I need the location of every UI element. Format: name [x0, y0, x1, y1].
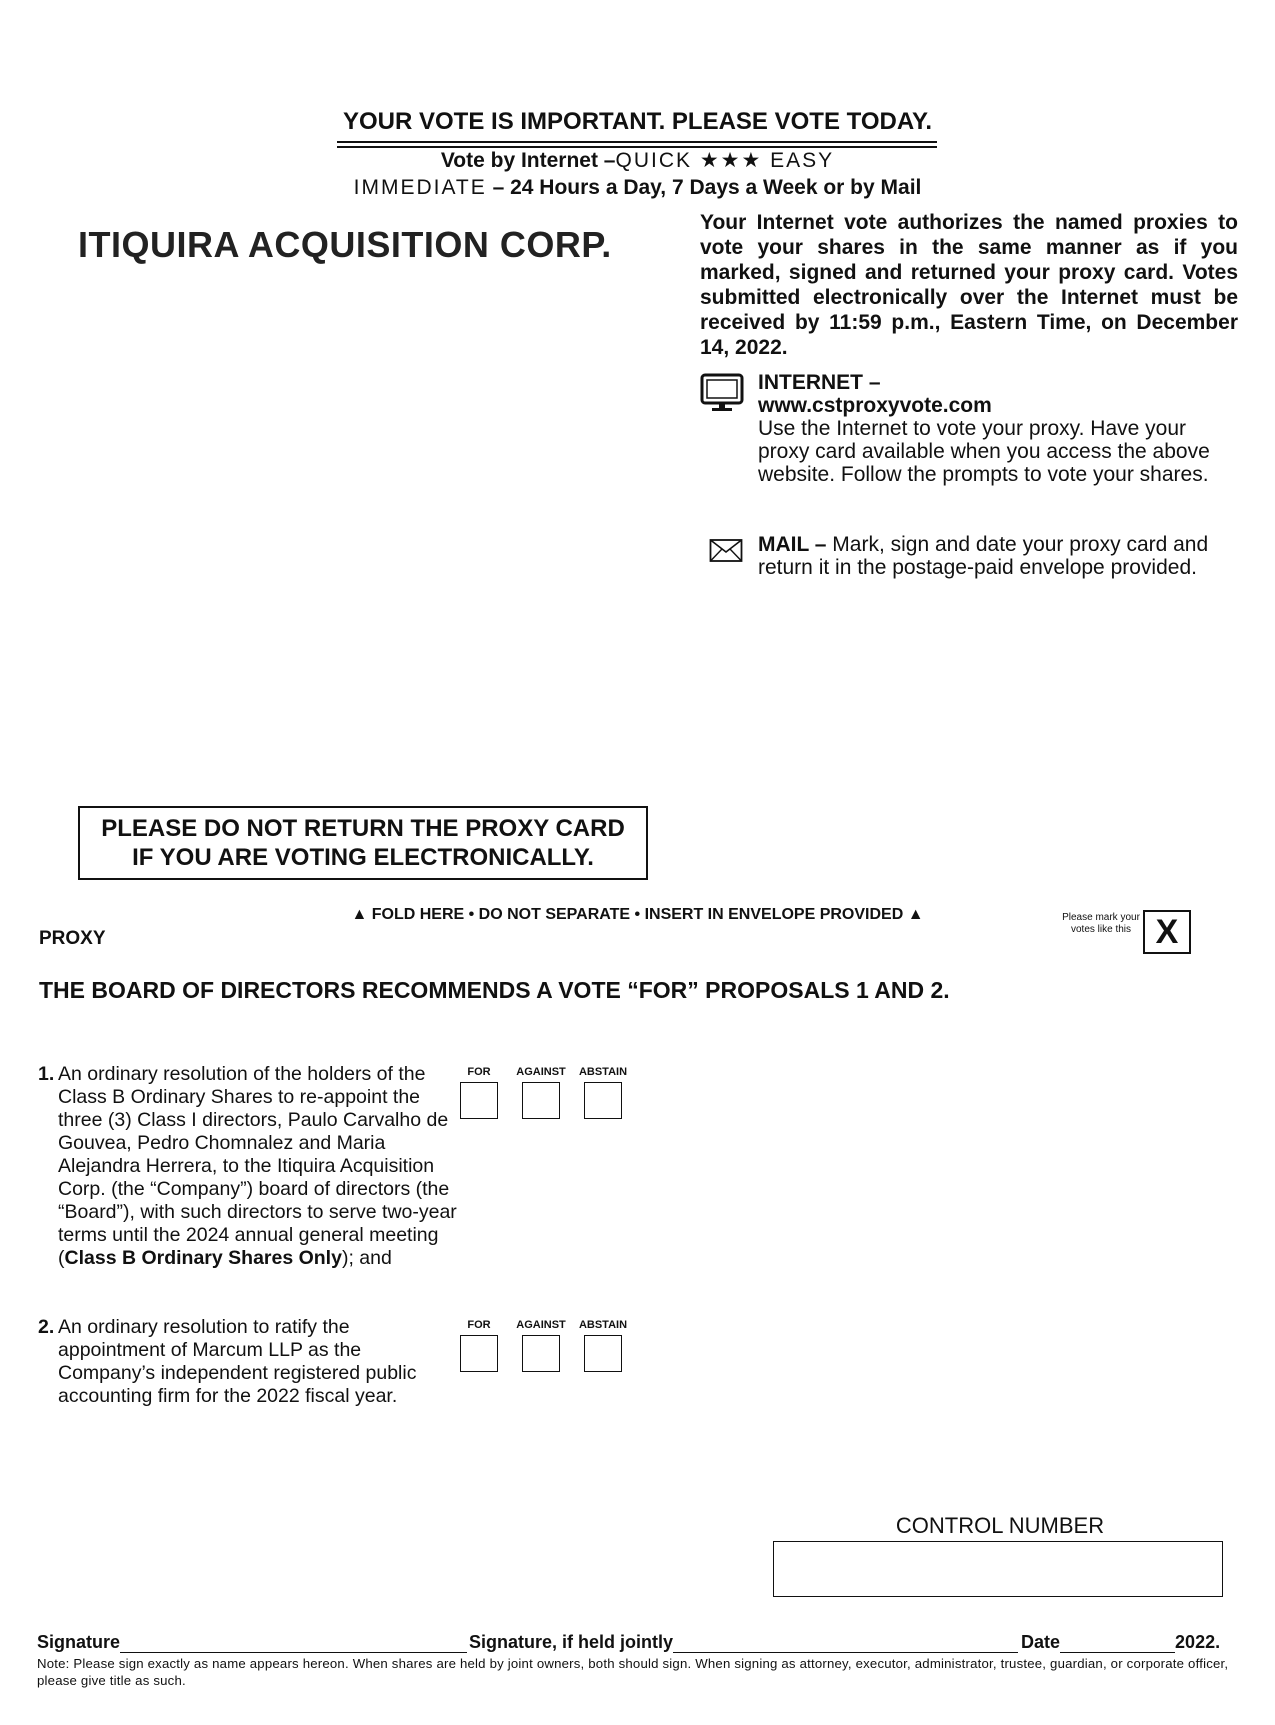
- date-year: 2022.: [1175, 1632, 1221, 1652]
- immediate: IMMEDIATE: [353, 176, 487, 199]
- mark-example-box: X: [1143, 910, 1191, 954]
- proxy-label: PROXY: [39, 928, 106, 949]
- date-field[interactable]: [1060, 1634, 1175, 1653]
- proposal-1-for-checkbox[interactable]: [460, 1082, 498, 1119]
- date-label: Date: [1021, 1632, 1061, 1652]
- signature-field[interactable]: [120, 1634, 467, 1653]
- internet-vote-notice: Your Internet vote authorizes the named proxies to vote your shares in the same manner as if you marked, signed and returned your proxy card. Votes submitted electronically over the Internet must be received by 11:59 p.m., Eastern Time, on December 14, 2022.: [700, 211, 1238, 359]
- internet-instructions: Use the Internet to vote your proxy. Have your proxy card available when you access the above website. Follow the prompts to vote your shares.: [758, 417, 1210, 486]
- mail-voting-block: [758, 533, 1243, 579]
- proposal-2-against-checkbox[interactable]: [522, 1335, 560, 1372]
- mail-heading: MAIL –: [758, 533, 827, 556]
- vote-for-label: FOR: [467, 1319, 491, 1331]
- proposal-number: 1.: [38, 1063, 55, 1085]
- envelope-icon: [709, 536, 743, 564]
- proposal-1-against-checkbox[interactable]: [522, 1082, 560, 1119]
- header-line-3: [0, 176, 1275, 200]
- internet-heading: INTERNET –: [758, 371, 881, 394]
- vote-against-label: AGAINST: [516, 1319, 566, 1331]
- proposal-2-abstain-checkbox[interactable]: [584, 1335, 622, 1372]
- hours-availability: – 24 Hours a Day, 7 Days a Week or by Mail: [486, 176, 922, 199]
- vote-abstain-label: ABSTAIN: [578, 1066, 628, 1078]
- mark-instruction: Please mark your votes like this: [1062, 912, 1140, 935]
- proposal-2-for-checkbox[interactable]: [460, 1335, 498, 1372]
- mail-instructions: Mark, sign and date your proxy card and return it in the postage-paid envelope provided.: [758, 533, 1209, 579]
- quick-easy: QUICK ★★★ EASY: [615, 149, 835, 172]
- vote-by-internet: Vote by Internet –: [440, 149, 616, 172]
- proxy-vote-url[interactable]: www.cstproxyvote.com: [758, 394, 992, 417]
- do-not-return-line-2: IF YOU ARE VOTING ELECTRONICALLY.: [132, 844, 594, 871]
- joint-signature-field[interactable]: [673, 1634, 1018, 1653]
- fold-instruction: ▲ FOLD HERE • DO NOT SEPARATE • INSERT IN ENVELOPE PROVIDED ▲: [351, 906, 924, 923]
- do-not-return-notice: [78, 806, 648, 880]
- board-recommendation: THE BOARD OF DIRECTORS RECOMMENDS A VOTE “FOR” PROPOSALS 1 AND 2.: [39, 977, 950, 1003]
- control-number-label: CONTROL NUMBER: [895, 1513, 1105, 1538]
- proposal-1-abstain-checkbox[interactable]: [584, 1082, 622, 1119]
- proposal-number: 2.: [38, 1316, 55, 1338]
- proposal-text: An ordinary resolution to ratify the appointment of Marcum LLP as the Company’s independent registered public accounting firm for the 2022 fiscal year.: [58, 1316, 417, 1407]
- company-name: ITIQUIRA ACQUISITION CORP.: [78, 224, 612, 265]
- vote-abstain-label: ABSTAIN: [578, 1319, 628, 1331]
- proposal-2: [38, 1316, 458, 1408]
- header-title: YOUR VOTE IS IMPORTANT. PLEASE VOTE TODAY.: [343, 108, 932, 135]
- signing-note: Note: Please sign exactly as name appears hereon. When shares are held by joint owners, both should sign. When signing as attorney, executor, administrator, trustee, guardian, or corporate officer, please give title as such.: [37, 1656, 1229, 1688]
- signature-label: Signature: [37, 1632, 121, 1652]
- header-line-2: [0, 148, 1275, 173]
- signature-line: [37, 1632, 1240, 1653]
- proposal-text: An ordinary resolution of the holders of the Class B Ordinary Shares to re-appoint the three (3) Class I directors, Paulo Carvalho de Gouvea, Pedro Chomnalez and Maria Alejandra Herrera, to the Itiquira Acquisition Corp. (the “Company”) board of directors (the “Board”), with such directors to serve two-year terms until the 2024 annual general meeting (Class B Ordinary Shares Only); and: [58, 1063, 457, 1269]
- control-number-field[interactable]: [773, 1541, 1223, 1597]
- proposal-1: [38, 1063, 458, 1270]
- joint-signature-label: Signature, if held jointly: [469, 1632, 674, 1652]
- header-rule-top: [337, 141, 937, 143]
- vote-for-label: FOR: [467, 1066, 491, 1078]
- vote-against-label: AGAINST: [516, 1066, 566, 1078]
- computer-monitor-icon: [700, 373, 746, 413]
- internet-voting-block: [758, 371, 1243, 486]
- do-not-return-line-1: PLEASE DO NOT RETURN THE PROXY CARD: [101, 815, 625, 842]
